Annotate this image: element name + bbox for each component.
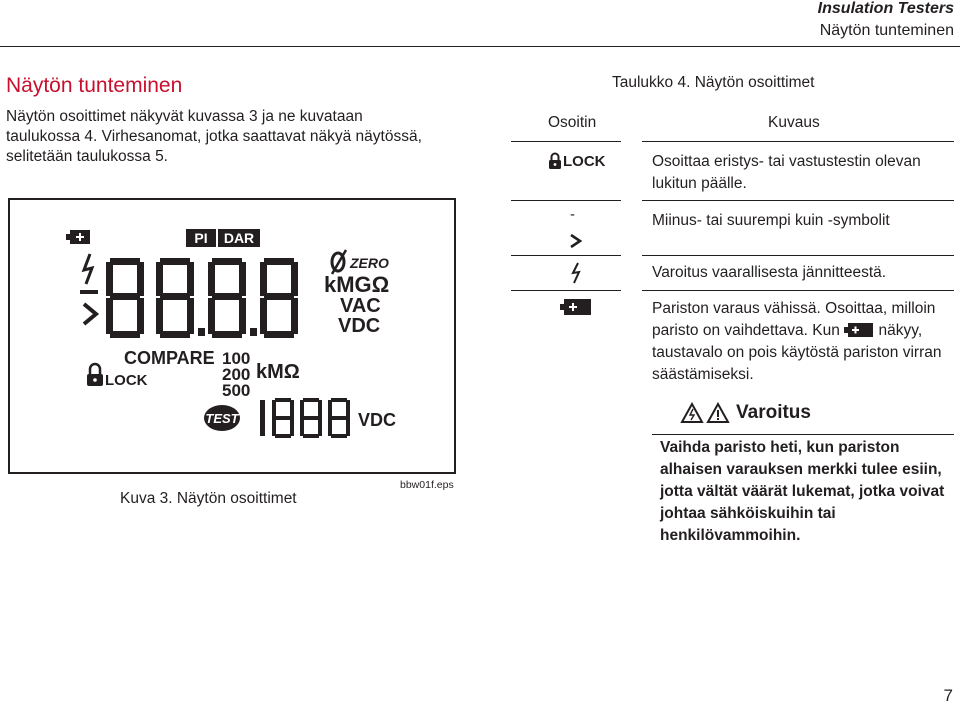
- row-rule: [511, 255, 621, 256]
- minus-symbol: -: [570, 206, 575, 223]
- dar-label: DAR: [223, 230, 255, 246]
- lock-icon: [548, 152, 562, 170]
- battery-inline-icon: [844, 322, 874, 338]
- page-number: 7: [943, 686, 953, 705]
- kmg-ohm-label: kMGΩ: [324, 272, 390, 297]
- column-header-indicator: Osoitin: [548, 114, 597, 131]
- figure-caption: Kuva 3. Näytön osoittimet: [120, 490, 297, 507]
- vdc-small-label: VDC: [358, 410, 397, 430]
- warning-rule: [652, 434, 954, 435]
- greater-than-icon: [569, 233, 583, 249]
- range-200: 200: [222, 365, 251, 384]
- lcd-display-illustration: [10, 200, 454, 472]
- column-header-description: Kuvaus: [768, 114, 820, 131]
- running-header-title: Insulation Testers: [817, 0, 954, 17]
- figure-filename: bbw01f.eps: [400, 479, 454, 491]
- zero-label: ZERO: [350, 255, 389, 271]
- warning-title: Varoitus: [736, 402, 811, 423]
- intro-paragraph: Näytön osoittimet näkyvät kuvassa 3 ja ne kuvataan taulukossa 4. Virhesanomat, jotka saattavat näkyä näytössä, selitetään taulukossa 5.: [6, 108, 422, 165]
- row-rule: [642, 200, 954, 201]
- section-title: Näytön tunteminen: [6, 74, 183, 97]
- greater-than-icon: [84, 304, 96, 324]
- battery-icon: [66, 230, 90, 244]
- table-row-lock-description: Osoittaa eristys- tai vastustestin olevan lukitun päälle.: [652, 153, 921, 192]
- compare-label: COMPARE: [124, 348, 215, 368]
- range-500: 500: [222, 381, 251, 400]
- lightning-icon: [84, 254, 92, 284]
- running-header-subtitle: Näytön tunteminen: [819, 22, 954, 39]
- table-row-lock-indicator: [548, 152, 606, 170]
- pi-label: PI: [194, 230, 208, 246]
- range-100: 100: [222, 349, 251, 368]
- secondary-digits: [260, 398, 350, 438]
- table-caption: Taulukko 4. Näytön osoittimet: [612, 74, 815, 91]
- battery-icon: [560, 298, 592, 316]
- zero-indicator: [332, 250, 346, 274]
- minus-icon: [80, 290, 98, 294]
- header-rule: [0, 46, 960, 47]
- lock-text: LOCK: [563, 152, 606, 170]
- row-rule: [642, 255, 954, 256]
- row-rule: [642, 290, 954, 291]
- battery-description-part-b: näkyy, taustavalo on pois käytöstä pariston virran säästämiseksi.: [652, 322, 942, 383]
- warning-icon: [680, 402, 732, 424]
- warning-text: Vaihda paristo heti, kun pariston alhaisen varauksen merkki tulee esiin, jotta vältät väärät lukemat, jotka voivat johtaa sähköiskuihin tai henkilövammoihin.: [660, 439, 945, 544]
- main-digits: [106, 258, 298, 338]
- lock-label: LOCK: [105, 372, 148, 389]
- lock-icon: [87, 364, 103, 386]
- header-rule-description: [642, 141, 954, 142]
- battery-description-part-a: Pariston varaus vähissä. Osoittaa, milloin paristo on vaihdettava. Kun: [652, 300, 936, 339]
- table-row-minus-description: Miinus- tai suurempi kuin -symbolit: [652, 212, 890, 229]
- lightning-icon: [569, 262, 583, 284]
- table-row-lightning-description: Varoitus vaarallisesta jännitteestä.: [652, 264, 887, 281]
- vac-label: VAC: [340, 295, 381, 317]
- header-rule-indicator: [511, 141, 621, 142]
- kmohm-label: kMΩ: [256, 361, 300, 383]
- row-rule: [511, 200, 621, 201]
- test-label: TEST: [205, 411, 239, 426]
- warning-heading: [680, 402, 811, 424]
- vdc-label: VDC: [338, 315, 381, 337]
- row-rule: [511, 290, 621, 291]
- table-row-battery-description: [652, 298, 954, 386]
- display-figure: [8, 198, 456, 474]
